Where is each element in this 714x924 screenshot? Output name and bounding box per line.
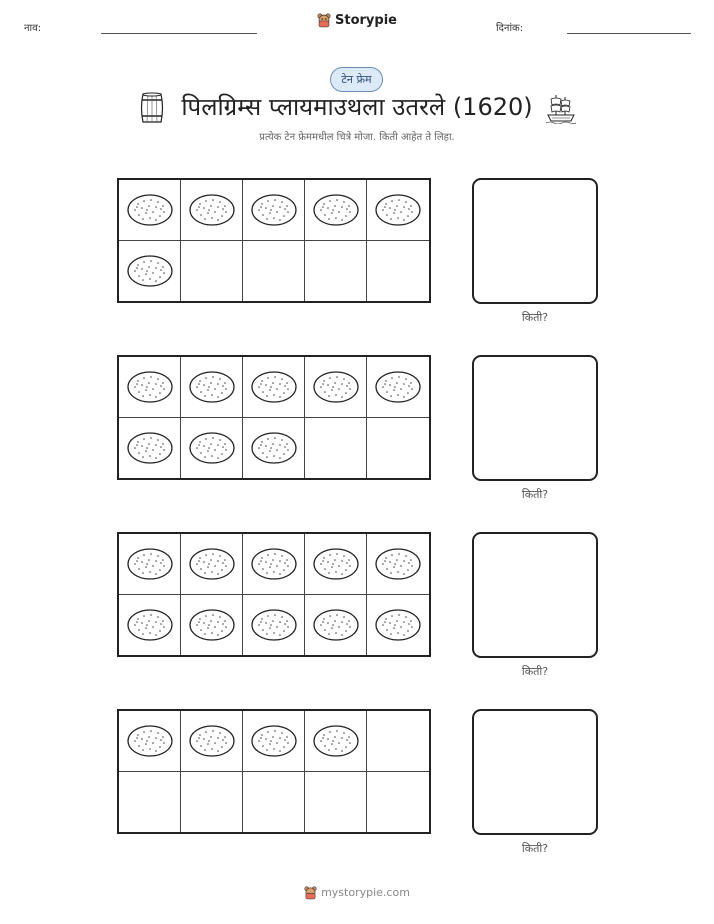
answer-label-4: किती?	[521, 842, 549, 855]
cornbread-cake-icon	[188, 607, 236, 643]
cornbread-cake-icon	[188, 369, 236, 405]
answer-box-4[interactable]	[472, 709, 598, 835]
ten-frame-cell	[243, 241, 305, 302]
ten-frame-cell	[367, 772, 429, 833]
cornbread-cake-icon	[374, 369, 422, 405]
date-line[interactable]	[567, 33, 691, 34]
worksheet-instructions: प्रत्येक टेन फ्रेममधील चित्रे मोजा. किती आहेत ते लिहा.	[259, 132, 455, 143]
ten-frame-cell	[181, 595, 243, 656]
ten-frame-cell	[119, 772, 181, 833]
ten-frame-cell	[119, 534, 181, 595]
cornbread-cake-icon	[126, 253, 174, 289]
ten-frame-cell	[119, 595, 181, 656]
ten-frame-2	[117, 355, 431, 480]
ten-frame-3	[117, 532, 431, 657]
cornbread-cake-icon	[312, 192, 360, 228]
brand	[0, 12, 714, 28]
footer-url[interactable]: mystorypie.com	[321, 886, 410, 899]
ten-frame-cell	[367, 180, 429, 241]
ten-frame-cell	[305, 357, 367, 418]
cornbread-cake-icon	[126, 430, 174, 466]
ten-frame-cell	[305, 711, 367, 772]
worksheet-title: पिलग्रिम्स प्लायमाउथला उतरले (1620)	[181, 93, 533, 121]
cornbread-cake-icon	[312, 607, 360, 643]
ten-frame-cell	[367, 418, 429, 479]
cornbread-cake-icon	[250, 369, 298, 405]
name-label: नाव:	[24, 23, 42, 34]
cornbread-cake-icon	[126, 723, 174, 759]
ten-frame-1	[117, 178, 431, 303]
ten-frame-cell	[243, 357, 305, 418]
date-label: दिनांक:	[496, 23, 524, 34]
ten-frame-cell	[305, 180, 367, 241]
ten-frame-cell	[119, 357, 181, 418]
ten-frame-cell	[181, 357, 243, 418]
ten-frame-cell	[243, 180, 305, 241]
cornbread-cake-icon	[126, 369, 174, 405]
worksheet-type-tag: टेन फ्रेम	[330, 67, 383, 92]
ten-frame-cell	[181, 241, 243, 302]
cornbread-cake-icon	[250, 546, 298, 582]
answer-box-1[interactable]	[472, 178, 598, 304]
ten-frame-cell	[367, 711, 429, 772]
ten-frame-cell	[367, 534, 429, 595]
cornbread-cake-icon	[126, 546, 174, 582]
ten-frame-cell	[243, 772, 305, 833]
ten-frame-cell	[305, 772, 367, 833]
ten-frame-cell	[119, 711, 181, 772]
ten-frame-cell	[119, 180, 181, 241]
ten-frame-cell	[181, 534, 243, 595]
ten-frame-cell	[243, 595, 305, 656]
ten-frame-cell	[243, 418, 305, 479]
ten-frame-cell	[181, 180, 243, 241]
answer-label-2: किती?	[521, 488, 549, 501]
cornbread-cake-icon	[126, 607, 174, 643]
ten-frame-cell	[243, 711, 305, 772]
answer-label-1: किती?	[521, 311, 549, 324]
ten-frame-cell	[119, 418, 181, 479]
answer-label-3: किती?	[521, 665, 549, 678]
answer-box-3[interactable]	[472, 532, 598, 658]
ten-frame-cell	[243, 534, 305, 595]
cornbread-cake-icon	[188, 546, 236, 582]
brand-name: Storypie	[335, 12, 397, 28]
ten-frame-cell	[367, 241, 429, 302]
cornbread-cake-icon	[312, 546, 360, 582]
ten-frame-cell	[181, 772, 243, 833]
cornbread-cake-icon	[374, 607, 422, 643]
answer-box-2[interactable]	[472, 355, 598, 481]
cornbread-cake-icon	[374, 546, 422, 582]
ten-frame-cell	[305, 418, 367, 479]
ten-frame-cell	[119, 241, 181, 302]
cornbread-cake-icon	[126, 192, 174, 228]
ten-frame-cell	[305, 241, 367, 302]
sailing-ship-icon	[546, 92, 576, 124]
cornbread-cake-icon	[312, 369, 360, 405]
ten-frame-cell	[367, 357, 429, 418]
cornbread-cake-icon	[188, 723, 236, 759]
cornbread-cake-icon	[250, 723, 298, 759]
ten-frame-cell	[305, 534, 367, 595]
footer	[0, 885, 714, 900]
bear-mascot-icon	[317, 12, 331, 28]
bear-mascot-icon	[304, 885, 317, 900]
cornbread-cake-icon	[250, 607, 298, 643]
ten-frame-4	[117, 709, 431, 834]
ten-frame-cell	[305, 595, 367, 656]
ten-frame-cell	[181, 418, 243, 479]
cornbread-cake-icon	[374, 192, 422, 228]
cornbread-cake-icon	[188, 430, 236, 466]
cornbread-cake-icon	[188, 192, 236, 228]
cornbread-cake-icon	[250, 430, 298, 466]
ten-frame-cell	[367, 595, 429, 656]
name-line[interactable]	[101, 33, 257, 34]
ten-frame-cell	[181, 711, 243, 772]
cornbread-cake-icon	[312, 723, 360, 759]
cornbread-cake-icon	[250, 192, 298, 228]
